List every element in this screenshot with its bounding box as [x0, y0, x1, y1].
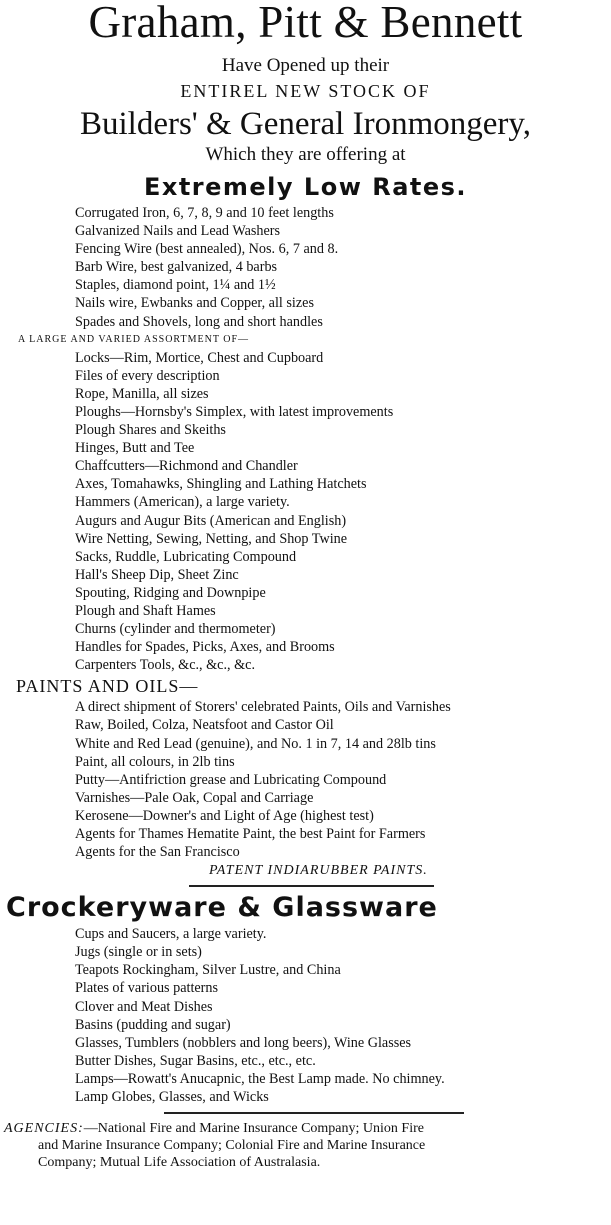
list-item: Teapots Rockingham, Silver Lustre, and China	[75, 962, 341, 979]
offering-line: Which they are offering at	[205, 144, 406, 165]
list-item: Spades and Shovels, long and short handles	[75, 313, 323, 330]
list-item: Lamps—Rowatt's Anucapnic, the Best Lamp made. No chimney.	[75, 1070, 445, 1087]
list-item: Fencing Wire (best annealed), Nos. 6, 7 and 8.	[75, 241, 339, 258]
list-item: Kerosene—Downer's and Light of Age (highest test)	[75, 807, 374, 824]
divider	[164, 1112, 464, 1114]
crockery-list	[4, 925, 607, 1106]
list-item: Axes, Tomahawks, Shingling and Lathing Hatchets	[75, 476, 367, 493]
list-item: Clover and Meat Dishes	[75, 998, 213, 1015]
agencies-line-1: —National Fire and Marine Insurance Company; Union Fire	[83, 1121, 424, 1137]
list-item: Butter Dishes, Sugar Basins, etc., etc., etc.	[75, 1052, 316, 1069]
list-item: A direct shipment of Storers' celebrated Paints, Oils and Varnishes	[75, 699, 451, 716]
list-item: Nails wire, Ewbanks and Copper, all sizes	[75, 295, 314, 312]
divider	[189, 885, 434, 887]
ironmongery-heading: Builders' & General Ironmongery,	[79, 106, 531, 142]
list-item: Handles for Spades, Picks, Axes, and Brooms	[75, 639, 335, 656]
list-item: Carpenters Tools, &c., &c., &c.	[75, 657, 255, 674]
list-item: Raw, Boiled, Colza, Neatsfoot and Castor Oil	[75, 717, 334, 734]
list-item: Hinges, Butt and Tee	[75, 440, 195, 457]
list-item: Wire Netting, Sewing, Netting, and Shop Twine	[75, 530, 348, 547]
list-item: Hammers (American), a large variety.	[75, 494, 290, 511]
list-item: Augurs and Augur Bits (American and English)	[75, 512, 347, 529]
list-item: Sacks, Ruddle, Lubricating Compound	[75, 548, 297, 565]
patent-paints-line: PATENT INDIARUBBER PAINTS.	[209, 863, 428, 879]
list-item: Basins (pudding and sugar)	[75, 1016, 231, 1033]
opened-line: Have Opened up their	[221, 55, 390, 76]
paints-heading: PAINTS AND OILS—	[16, 676, 199, 697]
list-item: Spouting, Ridging and Downpipe	[75, 584, 266, 601]
list-item: Corrugated Iron, 6, 7, 8, 9 and 10 feet lengths	[75, 205, 334, 221]
list-item: White and Red Lead (genuine), and No. 1 in 7, 14 and 28lb tins	[75, 735, 436, 752]
list-item: Cups and Saucers, a large variety.	[75, 926, 267, 943]
agencies-line-3: Company; Mutual Life Association of Australasia.	[38, 1155, 321, 1171]
paints-list	[4, 698, 607, 861]
ironmongery-list	[4, 204, 607, 331]
firm-name: Graham, Pitt & Bennett	[88, 0, 523, 47]
list-item: Churns (cylinder and thermometer)	[75, 621, 276, 638]
list-item: Staples, diamond point, 1¼ and 1½	[75, 277, 276, 294]
list-item: Plates of various patterns	[75, 980, 219, 997]
list-item: Plough and Shaft Hames	[75, 602, 216, 619]
list-item: Locks—Rim, Mortice, Chest and Cupboard	[75, 349, 324, 366]
list-item: Agents for Thames Hematite Paint, the best Paint for Farmers	[75, 826, 426, 842]
list-item: Hall's Sheep Dip, Sheet Zinc	[75, 566, 239, 583]
low-rates-heading: Extremely Low Rates.	[143, 173, 468, 201]
agencies-line-2: and Marine Insurance Company; Colonial Fire and Marine Insurance	[38, 1138, 426, 1154]
assortment-heading: A LARGE AND VARIED ASSORTMENT OF—	[18, 333, 250, 345]
list-item: Jugs (single or in sets)	[75, 944, 202, 961]
list-item: Agents for the San Francisco	[75, 844, 240, 861]
list-item: Varnishes—Pale Oak, Copal and Carriage	[75, 789, 314, 806]
crockery-heading: Crockeryware & Glassware	[6, 892, 438, 924]
list-item: Paint, all colours, in 2lb tins	[75, 753, 235, 770]
list-item: Barb Wire, best galvanized, 4 barbs	[75, 259, 278, 276]
list-item: Chaffcutters—Richmond and Chandler	[75, 458, 298, 475]
list-item: Glasses, Tumblers (nobblers and long beers), Wine Glasses	[75, 1034, 412, 1051]
list-item: Lamp Globes, Glasses, and Wicks	[75, 1089, 269, 1106]
list-item: Galvanized Nails and Lead Washers	[75, 223, 281, 240]
agencies-label: AGENCIES:	[4, 1121, 84, 1137]
list-item: Plough Shares and Skeiths	[75, 422, 226, 439]
list-item: Files of every description	[75, 367, 220, 384]
list-item: Ploughs—Hornsby's Simplex, with latest improvements	[75, 403, 394, 420]
list-item: Rope, Manilla, all sizes	[75, 385, 209, 402]
agencies-block	[4, 1120, 607, 1171]
assortment-list	[4, 349, 607, 675]
new-stock-line: ENTIREL NEW STOCK OF	[180, 81, 431, 101]
list-item: Putty—Antifriction grease and Lubricating Compound	[75, 771, 387, 788]
